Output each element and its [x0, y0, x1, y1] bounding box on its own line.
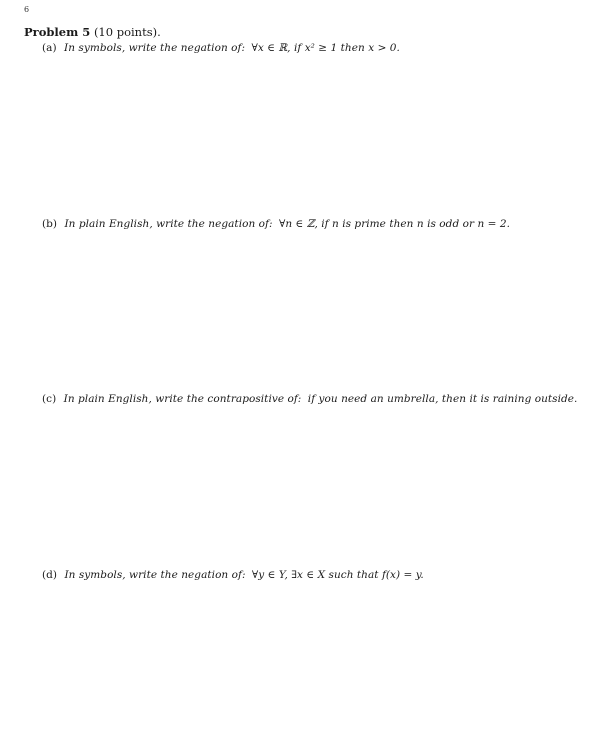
part-statement: ∀y ∈ Y, ∃x ∈ X such that f(x) = y. [251, 569, 424, 581]
part-label: (b) [42, 218, 58, 230]
part-label: (a) [42, 42, 57, 54]
problem-title: Problem 5 [24, 25, 91, 39]
problem-part-b [42, 218, 510, 230]
part-prompt: In symbols, write the negation of: [64, 42, 246, 54]
part-statement: ∀x ∈ ℝ, if x² ≥ 1 then x > 0. [251, 42, 400, 54]
part-prompt: In plain English, write the negation of: [64, 218, 273, 230]
problem-part-a [42, 42, 400, 54]
part-label: (c) [42, 393, 57, 405]
problem-part-d [42, 569, 424, 581]
problem-points: (10 points). [93, 25, 161, 39]
part-statement: ∀n ∈ ℤ, if n is prime then n is odd or n = 2. [278, 218, 510, 230]
page-number: 6 [24, 5, 30, 14]
part-prompt: In symbols, write the negation of: [64, 569, 246, 581]
part-prompt: In plain English, write the contrapositive of: [63, 393, 302, 405]
part-statement: if you need an umbrella, then it is raining outside. [307, 393, 578, 405]
part-label: (d) [42, 569, 58, 581]
problem-part-c [42, 393, 577, 405]
problem-heading [24, 25, 161, 39]
